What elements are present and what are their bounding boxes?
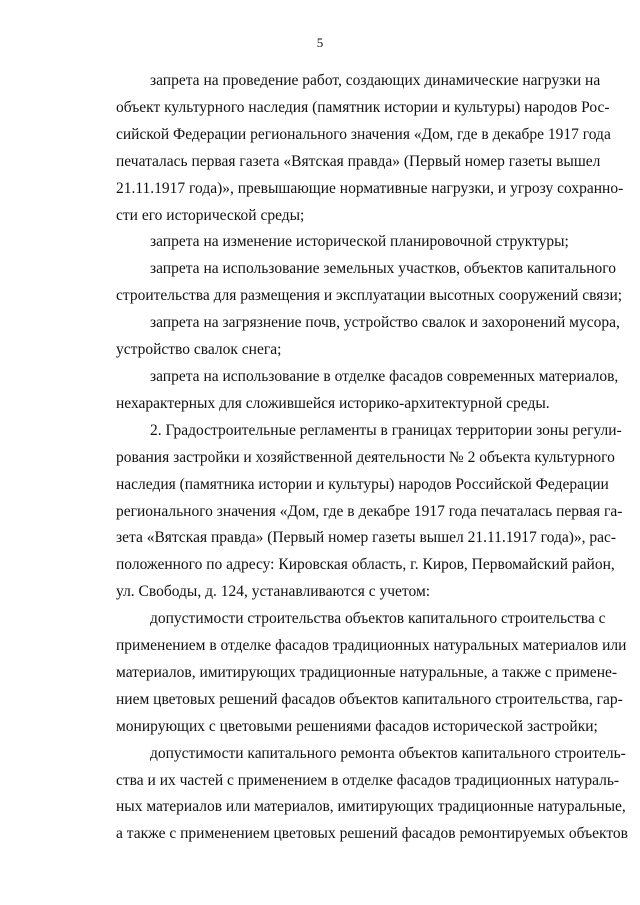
text-line: наследия (памятника истории и культуры) народов Российской Федерации <box>116 475 609 493</box>
text-line: запрета на использование в отделке фасадов современных материалов, <box>150 367 619 385</box>
paragraph <box>116 364 619 418</box>
text-line: 21.11.1917 года)», превышающие нормативные нагрузки, и угрозу сохранно- <box>116 179 624 197</box>
text-line: запрета на загрязнение почв, устройство свалок и захоронений мусора, <box>150 314 620 332</box>
text-line: запрета на использование земельных участков, объектов капитального <box>150 260 616 278</box>
text-line: применением в отделке фасадов традиционных натуральных материалов или <box>116 637 627 655</box>
text-line: нием цветовых решений фасадов объектов капитального строительства, гар- <box>116 690 623 708</box>
text-line: рования застройки и хозяйственной деятельности № 2 объекта культурного <box>116 448 615 466</box>
paragraph <box>116 606 627 741</box>
text-line: монирующих с цветовыми решениями фасадов исторической застройки; <box>116 717 598 735</box>
text-line: запрета на проведение работ, создающих динамические нагрузки на <box>150 72 601 89</box>
paragraph <box>116 68 624 229</box>
paragraph <box>116 310 620 364</box>
paragraph <box>116 256 623 310</box>
text-line: материалов, имитирующих традиционные натуральные, а также с примене- <box>116 663 618 681</box>
text-line: запрета на изменение исторической планировочной структуры; <box>150 233 569 251</box>
text-line: строительства для размещения и эксплуатации высотных сооружений связи; <box>116 287 623 305</box>
text-line: устройство свалок снега; <box>116 341 282 359</box>
text-line: регионального значения «Дом, где в декабре 1917 года печаталась первая га- <box>116 502 623 520</box>
text-line: а также с применением цветовых решений фасадов ремонтируемых объектов <box>116 825 628 843</box>
text-line: сийской Федерации регионального значения «Дом, где в декабре 1917 года <box>116 125 611 143</box>
text-line: нехарактерных для сложившейся историко-архитектурной среды. <box>116 394 550 412</box>
text-line: 2. Градостроительные регламенты в границах территории зоны регули- <box>150 421 622 439</box>
text-line: объект культурного наследия (памятник истории и культуры) народов Рос- <box>116 98 610 116</box>
text-line: зета «Вятская правда» (Первый номер газеты вышел 21.11.1917 года)», рас- <box>116 529 617 547</box>
paragraph <box>116 418 623 606</box>
text-line: сти его исторической среды; <box>116 206 305 224</box>
paragraph <box>116 741 628 849</box>
text-line: ства и их частей с применением в отделке фасадов традиционных натураль- <box>116 771 620 789</box>
paragraph <box>116 229 588 256</box>
text-line: допустимости строительства объектов капитального строительства с <box>150 610 606 628</box>
text-line: положенного по адресу: Кировская область, г. Киров, Первомайский район, <box>116 556 615 574</box>
text-line: допустимости капитального ремонта объектов капитального строитель- <box>150 744 626 762</box>
text-line: ул. Свободы, д. 124, устанавливаются с учетом: <box>116 583 431 601</box>
document-body <box>116 68 628 848</box>
text-line: ных материалов или материалов, имитирующих традиционные натуральные, <box>116 798 626 816</box>
text-line: печаталась первая газета «Вятская правда» (Первый номер газеты вышел <box>116 152 601 170</box>
page-number: 5 <box>316 35 324 50</box>
